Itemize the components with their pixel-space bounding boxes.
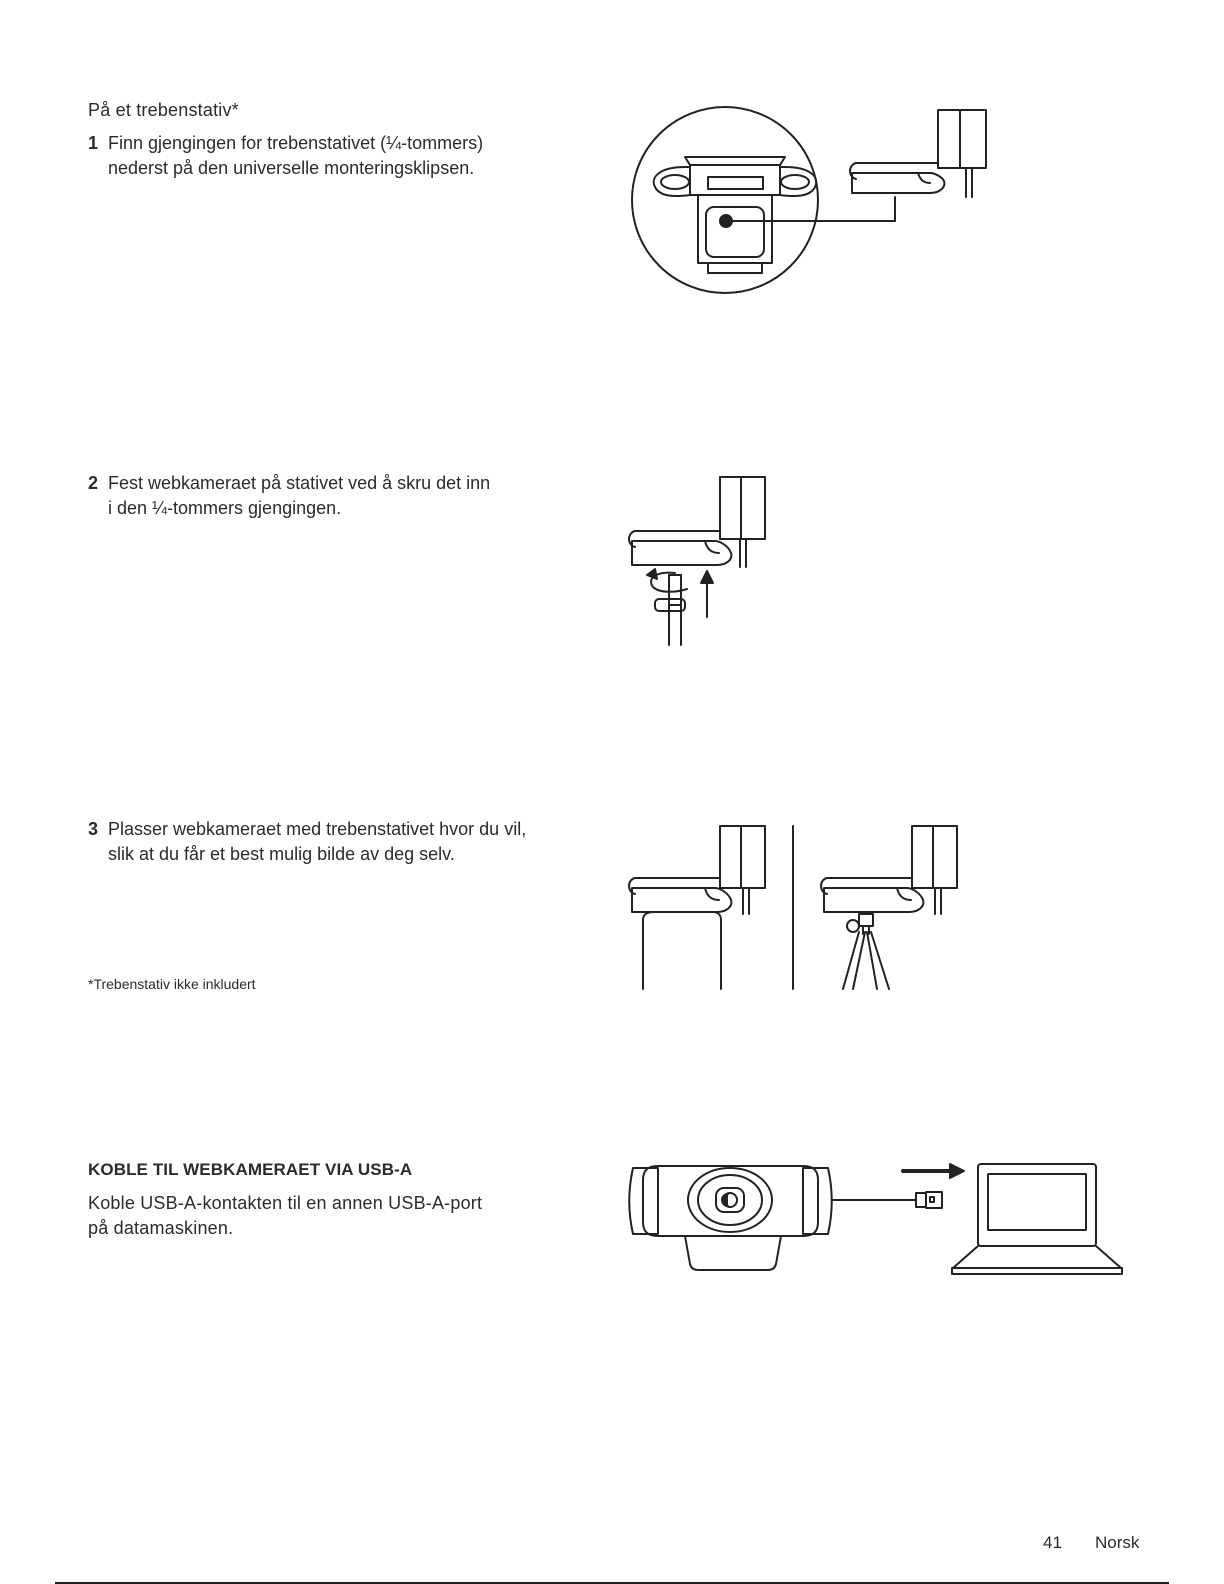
step-2-number: 2: [88, 473, 99, 493]
tripod-thread-illustration: [630, 105, 990, 305]
footnote: *Trebenstativ ikke inkludert: [88, 976, 256, 992]
step-1-number: 1: [88, 133, 99, 153]
section-heading-usb: KOBLE TIL WEBKAMERAET VIA USB-A: [88, 1160, 413, 1179]
step-3-number: 3: [88, 819, 99, 839]
step-2-line-2: i den ¼-tommers gjengingen.: [108, 498, 342, 518]
usb-instruction-line-1: Koble USB-A-kontakten til en annen USB-A-port: [88, 1193, 483, 1213]
section-heading-tripod: På et trebenstativ*: [88, 100, 239, 120]
usb-connection-illustration: [628, 1160, 1128, 1280]
usb-instruction: [88, 1191, 482, 1241]
step-1-line-2: nederst på den universelle monteringsklipsen.: [108, 158, 475, 178]
placement-illustration: [625, 822, 965, 997]
step-3-line-1: Plasser webkameraet med trebenstativet hvor du vil,: [108, 819, 527, 839]
screw-onto-tripod-illustration: [625, 475, 775, 655]
step-2-line-1: Fest webkameraet på stativet ved å skru det inn: [108, 473, 491, 493]
page-number: 41: [1043, 1533, 1062, 1552]
usb-instruction-line-2: på datamaskinen.: [88, 1218, 234, 1238]
language-label: Norsk: [1095, 1533, 1140, 1552]
step-1-line-1: Finn gjengingen for trebenstativet (¼-tommers): [108, 133, 484, 153]
step-3-line-2: slik at du får et best mulig bilde av deg selv.: [108, 844, 455, 864]
